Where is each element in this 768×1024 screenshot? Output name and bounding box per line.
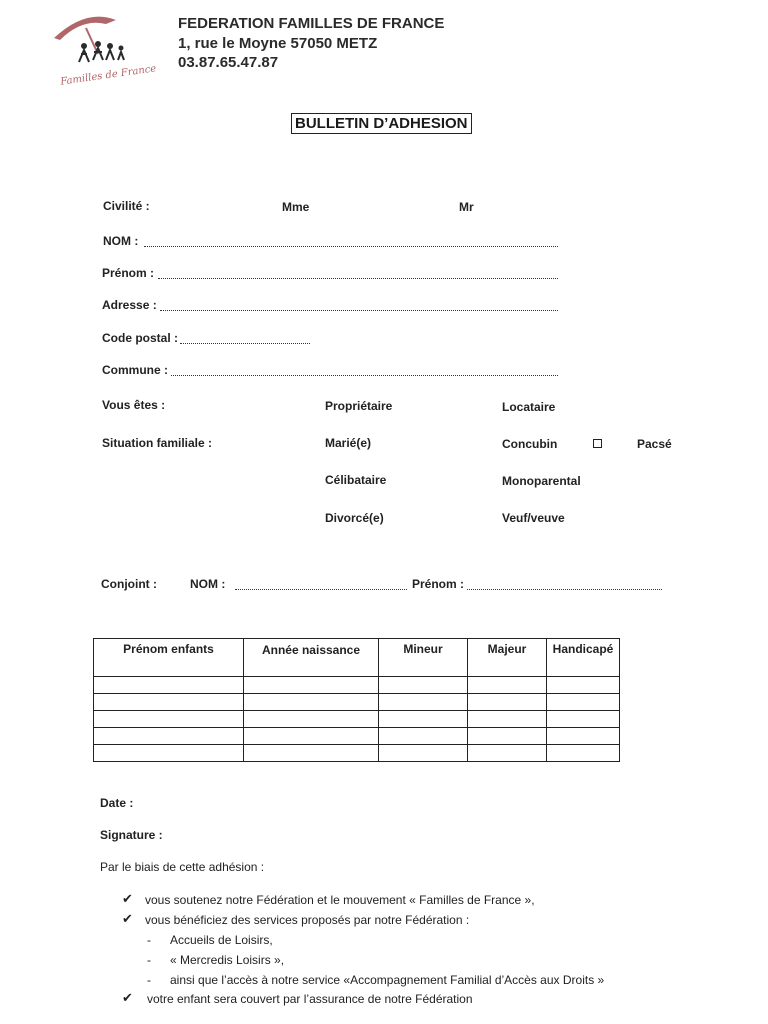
org-name: FEDERATION FAMILLES DE FRANCE	[178, 15, 445, 32]
check-icon: ✔	[122, 990, 133, 1005]
situation-label: Situation familiale :	[102, 436, 213, 450]
checkbox[interactable]	[593, 439, 602, 448]
option-proprietaire[interactable]: Propriétaire	[325, 399, 393, 413]
conjoint-nom-label: NOM :	[190, 577, 226, 591]
date-label: Date :	[100, 796, 134, 810]
conjoint-label: Conjoint :	[101, 577, 157, 591]
table-cell[interactable]	[547, 711, 620, 728]
table-row	[94, 745, 620, 762]
table-cell[interactable]	[379, 745, 468, 762]
table-cell[interactable]	[379, 711, 468, 728]
logo	[46, 14, 156, 90]
col-prenom-enfants: Prénom enfants	[94, 639, 244, 677]
civilite-option-mme[interactable]: Mme	[282, 200, 310, 214]
benefit-item: vous bénéficiez des services proposés par notre Fédération :	[145, 913, 470, 927]
table-cell[interactable]	[547, 728, 620, 745]
commune-field[interactable]	[171, 375, 558, 376]
table-cell[interactable]	[379, 677, 468, 694]
nom-field[interactable]	[144, 246, 558, 247]
table-cell[interactable]	[94, 728, 244, 745]
table-cell[interactable]	[468, 677, 547, 694]
benefit-subitem: ainsi que l’accès à notre service «Accompagnement Familial d’Accès aux Droits »	[170, 973, 605, 987]
org-address: 1, rue le Moyne 57050 METZ	[178, 35, 378, 52]
prenom-field[interactable]	[158, 278, 558, 279]
children-table	[93, 638, 620, 762]
table-cell[interactable]	[547, 694, 620, 711]
table-cell[interactable]	[94, 711, 244, 728]
conjoint-nom-field[interactable]	[235, 589, 407, 590]
table-cell[interactable]	[244, 728, 379, 745]
adresse-field[interactable]	[160, 310, 558, 311]
benefits-intro: Par le biais de cette adhésion :	[100, 860, 265, 874]
benefit-subitem: « Mercredis Loisirs »,	[170, 953, 285, 967]
form-title	[291, 113, 472, 134]
col-majeur: Majeur	[468, 639, 547, 677]
table-cell[interactable]	[468, 728, 547, 745]
form-title-text: BULLETIN D’ADHESION	[295, 115, 468, 132]
code-postal-field[interactable]	[180, 343, 310, 344]
table-cell[interactable]	[94, 745, 244, 762]
option-celibataire[interactable]: Célibataire	[325, 473, 387, 487]
table-cell[interactable]	[468, 711, 547, 728]
adresse-label: Adresse :	[102, 298, 157, 312]
civilite-option-mr[interactable]: Mr	[459, 200, 474, 214]
table-cell[interactable]	[94, 677, 244, 694]
benefit-item: vous soutenez notre Fédération et le mouvement « Familles de France »,	[145, 893, 535, 907]
logo-text: Familles de France	[59, 63, 157, 88]
code-postal-label: Code postal :	[102, 331, 179, 345]
option-veuf[interactable]: Veuf/veuve	[502, 511, 565, 525]
option-monoparental[interactable]: Monoparental	[502, 474, 581, 488]
col-annee-naissance: Année naissance	[244, 639, 379, 677]
table-cell[interactable]	[94, 694, 244, 711]
table-cell[interactable]	[244, 745, 379, 762]
table-row	[94, 694, 620, 711]
table-cell[interactable]	[547, 745, 620, 762]
conjoint-prenom-label: Prénom :	[412, 577, 465, 591]
nom-label: NOM :	[103, 234, 139, 248]
option-divorce[interactable]: Divorcé(e)	[325, 511, 384, 525]
vous-etes-label: Vous êtes :	[102, 398, 166, 412]
option-pacse[interactable]: Pacsé	[637, 437, 672, 451]
table-cell[interactable]	[244, 677, 379, 694]
table-cell[interactable]	[379, 694, 468, 711]
table-header-row	[94, 639, 620, 677]
option-marie[interactable]: Marié(e)	[325, 436, 372, 450]
table-row	[94, 711, 620, 728]
table-cell[interactable]	[244, 694, 379, 711]
check-icon: ✔	[122, 891, 133, 906]
benefit-item: votre enfant sera couvert par l’assurance de notre Fédération	[147, 992, 473, 1006]
benefit-subitem: Accueils de Loisirs,	[170, 933, 273, 947]
option-concubin[interactable]: Concubin	[502, 437, 558, 451]
table-row	[94, 677, 620, 694]
civilite-label: Civilité :	[103, 199, 150, 213]
dash-icon: -	[147, 973, 151, 987]
signature-label: Signature :	[100, 828, 163, 842]
table-cell[interactable]	[244, 711, 379, 728]
table-row	[94, 728, 620, 745]
prenom-label: Prénom :	[102, 266, 155, 280]
org-phone: 03.87.65.47.87	[178, 54, 279, 71]
option-locataire[interactable]: Locataire	[502, 400, 556, 414]
table-cell[interactable]	[547, 677, 620, 694]
dash-icon: -	[147, 953, 151, 967]
check-icon: ✔	[122, 911, 133, 926]
dash-icon: -	[147, 933, 151, 947]
conjoint-prenom-field[interactable]	[467, 589, 662, 590]
col-mineur: Mineur	[379, 639, 468, 677]
table-cell[interactable]	[468, 745, 547, 762]
table-cell[interactable]	[379, 728, 468, 745]
table-cell[interactable]	[468, 694, 547, 711]
commune-label: Commune :	[102, 363, 168, 377]
col-handicape: Handicapé	[547, 639, 620, 677]
